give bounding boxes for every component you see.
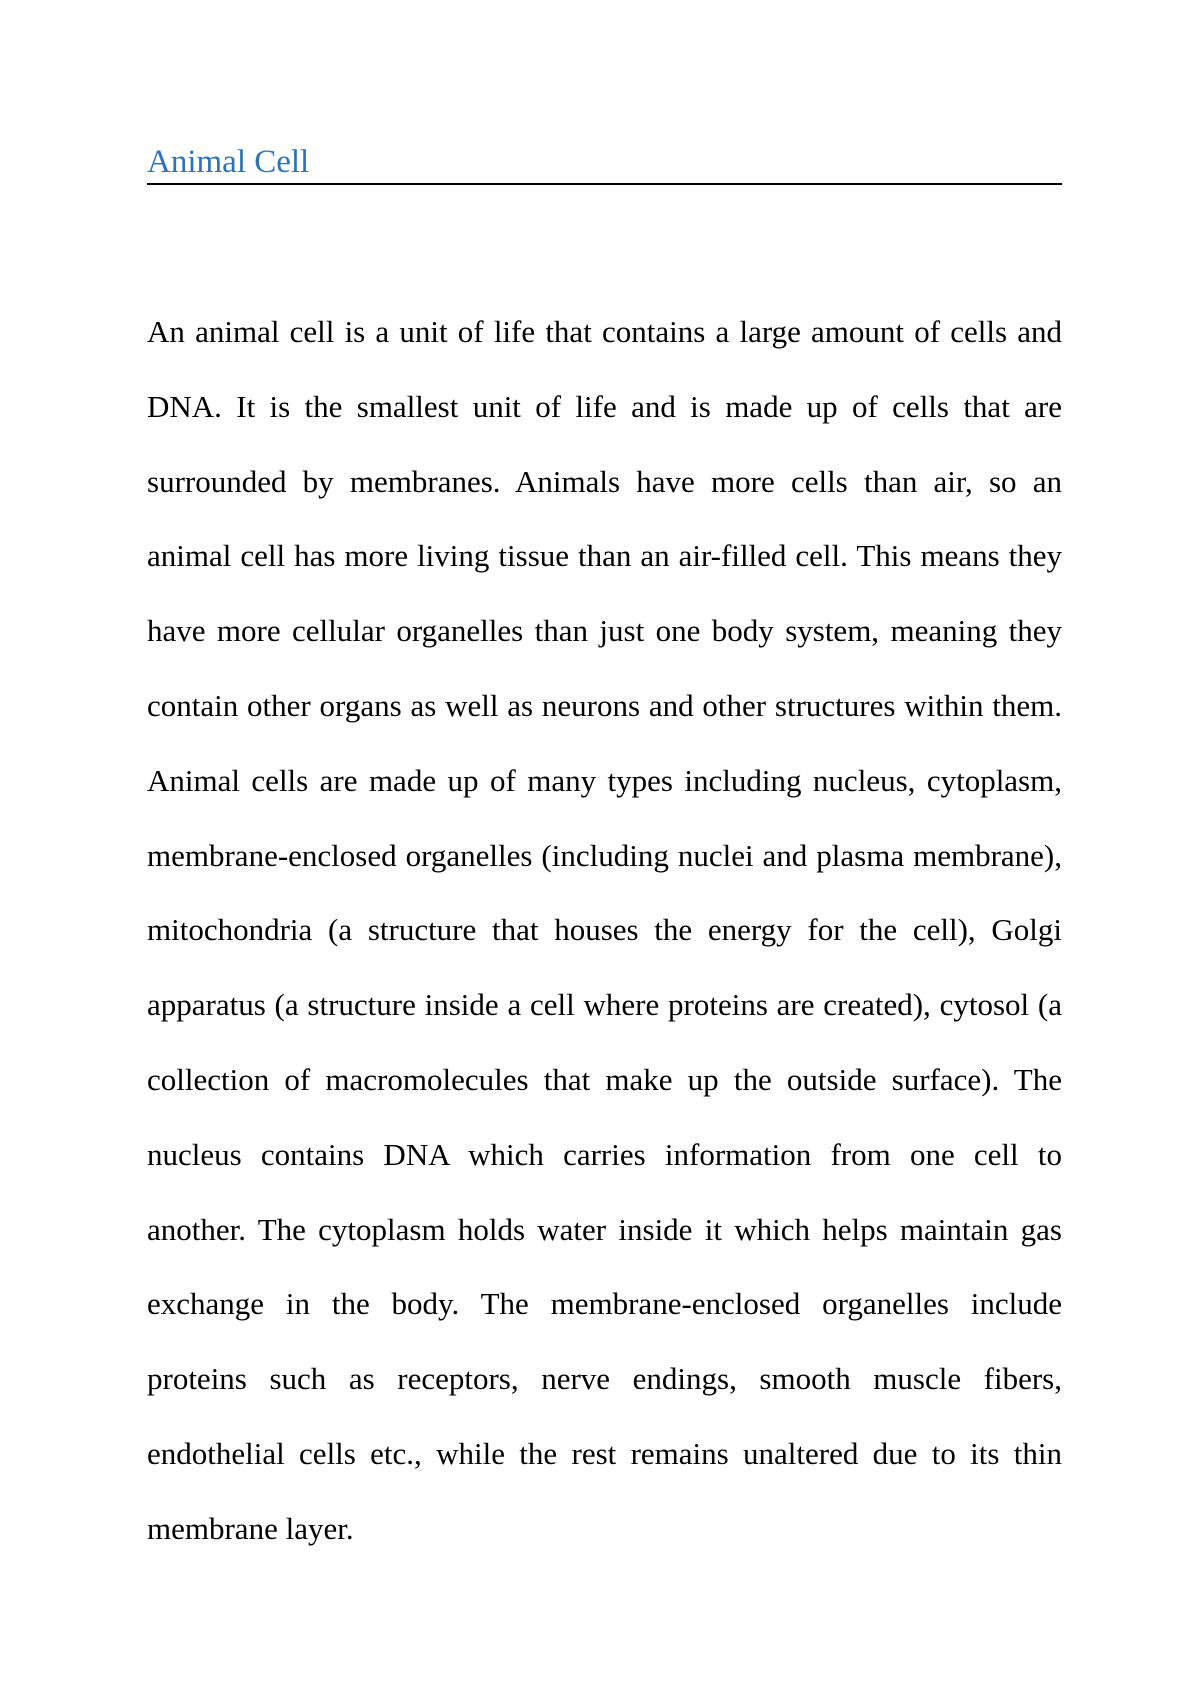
document-title: Animal Cell	[147, 144, 310, 180]
body-paragraph: An animal cell is a unit of life that contains a large amount of cells and DNA. It is the smallest unit of life and is made up of cells that are surrounded by membranes. Animals have more cells than air, so an animal cell has more living tissue than an air-filled cell. This means they have more cellular organelles than just one body system, meaning they contain other organs as well as neurons and other structures within them. Animal cells are made up of many types including nucleus, cytoplasm, membrane-enclosed organelles (including nuclei and plasma membrane), mitochondria (a structure that houses the energy for the cell), Golgi apparatus (a structure inside a cell where proteins are created), cytosol (a collection of macromolecules that make up the outside surface). The nucleus contains DNA which carries information from one cell to another. The cytoplasm holds water inside it which helps maintain gas exchange in the body. The membrane-enclosed organelles include proteins such as receptors, nerve endings, smooth muscle fibers, endothelial cells etc., while the rest remains unaltered due to its thin membrane layer.	[147, 314, 1062, 1546]
title-underline-divider	[147, 183, 1062, 185]
